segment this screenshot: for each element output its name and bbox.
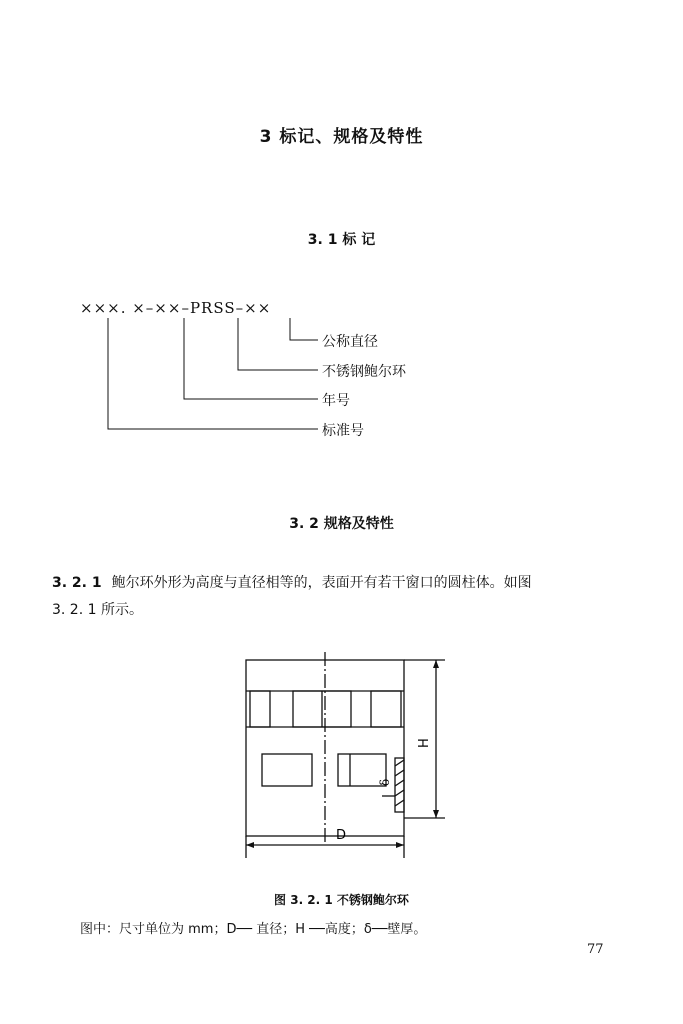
figure-caption: 图 3. 2. 1 不锈钢鲍尔环 bbox=[274, 893, 409, 907]
section-3-1-title: 3. 1 标 记 bbox=[307, 232, 376, 248]
section-3-2-title: 3. 2 规格及特性 bbox=[289, 516, 394, 532]
dimension-label-delta: δ bbox=[378, 778, 392, 786]
leader-line-standard-number bbox=[108, 318, 318, 429]
pall-ring-drawing bbox=[0, 640, 683, 880]
clause-number: 3. 2. 1 bbox=[52, 575, 102, 591]
dimension-label-h: H bbox=[417, 738, 432, 748]
lower-left-window bbox=[262, 754, 312, 786]
leader-line-nominal-diameter bbox=[290, 318, 318, 340]
label-nominal-diameter: 公称直径 bbox=[322, 334, 378, 350]
label-standard-number: 标准号 bbox=[322, 423, 364, 439]
label-stainless-pall-ring: 不锈钢鲍尔环 bbox=[322, 364, 406, 380]
figure-note: 图中：尺寸单位为 mm；D── 直径；H ──高度；δ──壁厚。 bbox=[80, 922, 427, 937]
label-year: 年号 bbox=[322, 393, 350, 409]
clause-text-line-1: 鲍尔环外形为高度与直径相等的，表面开有若干窗口的圆柱体。如图 bbox=[111, 575, 532, 591]
chapter-title: 3 标记、规格及特性 bbox=[259, 127, 424, 147]
clause-3-2-1 bbox=[52, 570, 612, 624]
clause-text-line-2: 3. 2. 1 所示。 bbox=[52, 602, 143, 618]
clause-line-1 bbox=[52, 570, 612, 597]
leader-line-stainless-pall-ring bbox=[238, 318, 318, 370]
upper-right-notch bbox=[371, 691, 401, 727]
figure-3-2-1 bbox=[0, 640, 683, 880]
leader-line-year bbox=[184, 318, 318, 399]
upper-left-notch bbox=[250, 691, 270, 727]
dimension-label-d: D bbox=[336, 828, 347, 843]
marking-diagram bbox=[0, 0, 683, 460]
page-number: 77 bbox=[587, 942, 604, 957]
marking-code: ×××. ×–××–PRSS–×× bbox=[80, 299, 272, 317]
